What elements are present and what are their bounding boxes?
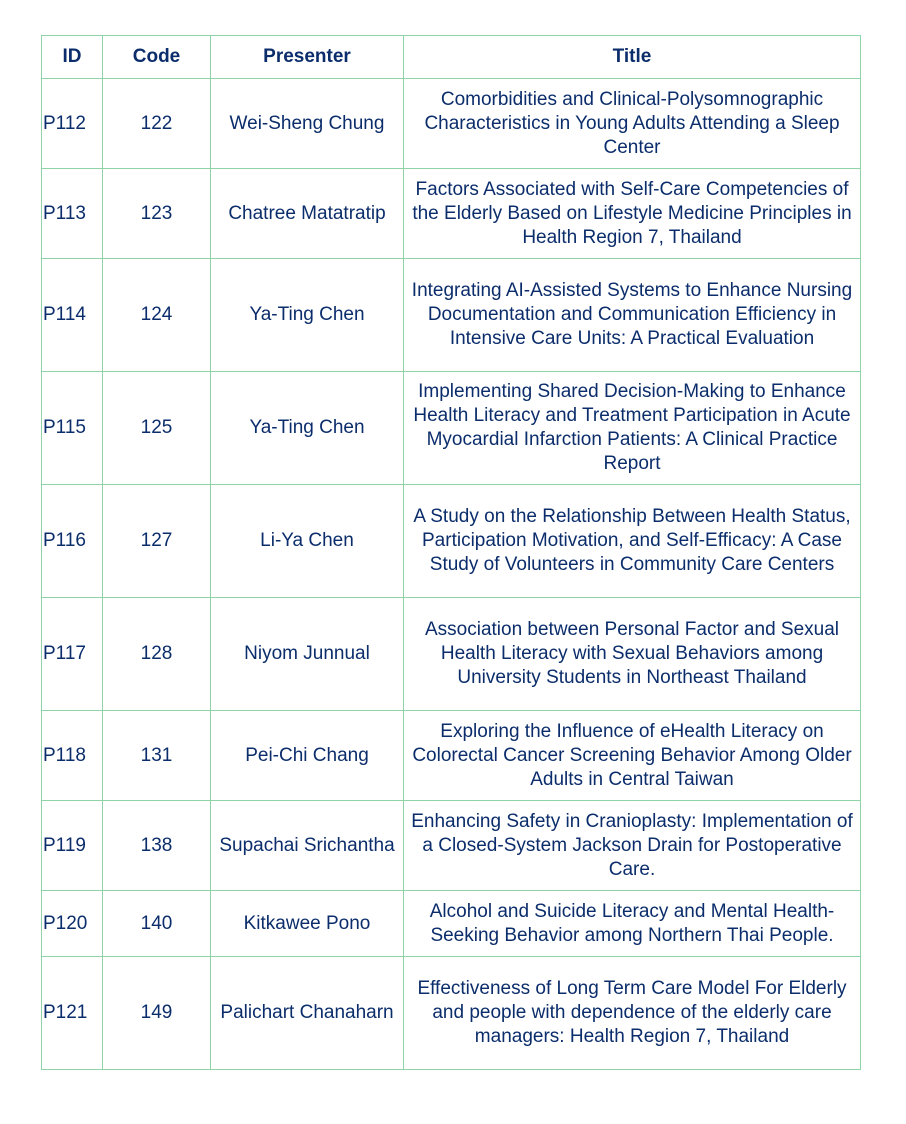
cell-id: P117 bbox=[42, 598, 103, 711]
table-body bbox=[42, 79, 861, 1070]
cell-id: P118 bbox=[42, 711, 103, 801]
header-title: Title bbox=[404, 36, 861, 79]
cell-code: 125 bbox=[103, 372, 211, 485]
table-row bbox=[42, 372, 861, 485]
cell-presenter: Ya-Ting Chen bbox=[211, 259, 404, 372]
table-row bbox=[42, 79, 861, 169]
cell-presenter: Wei-Sheng Chung bbox=[211, 79, 404, 169]
cell-id: P114 bbox=[42, 259, 103, 372]
cell-id: P113 bbox=[42, 169, 103, 259]
table-row bbox=[42, 891, 861, 957]
cell-id: P119 bbox=[42, 801, 103, 891]
cell-title: Effectiveness of Long Term Care Model For Elderly and people with dependence of the elderly care managers: Health Region 7, Thailand bbox=[404, 957, 861, 1070]
header-row bbox=[42, 36, 861, 79]
cell-id: P121 bbox=[42, 957, 103, 1070]
cell-code: 124 bbox=[103, 259, 211, 372]
cell-presenter: Palichart Chanaharn bbox=[211, 957, 404, 1070]
cell-presenter: Chatree Matatratip bbox=[211, 169, 404, 259]
cell-code: 123 bbox=[103, 169, 211, 259]
cell-presenter: Supachai Srichantha bbox=[211, 801, 404, 891]
cell-id: P120 bbox=[42, 891, 103, 957]
cell-presenter: Li-Ya Chen bbox=[211, 485, 404, 598]
cell-presenter: Pei-Chi Chang bbox=[211, 711, 404, 801]
cell-id: P115 bbox=[42, 372, 103, 485]
table-header bbox=[42, 36, 861, 79]
table-row bbox=[42, 485, 861, 598]
cell-presenter: Niyom Junnual bbox=[211, 598, 404, 711]
cell-code: 131 bbox=[103, 711, 211, 801]
cell-code: 122 bbox=[103, 79, 211, 169]
cell-title: Exploring the Influence of eHealth Literacy on Colorectal Cancer Screening Behavior Among Older Adults in Central Taiwan bbox=[404, 711, 861, 801]
cell-title: Alcohol and Suicide Literacy and Mental Health-Seeking Behavior among Northern Thai People. bbox=[404, 891, 861, 957]
cell-title: Implementing Shared Decision-Making to Enhance Health Literacy and Treatment Participation in Acute Myocardial Infarction Patients: A Clinical Practice Report bbox=[404, 372, 861, 485]
cell-code: 128 bbox=[103, 598, 211, 711]
cell-id: P112 bbox=[42, 79, 103, 169]
cell-code: 149 bbox=[103, 957, 211, 1070]
cell-title: Factors Associated with Self-Care Competencies of the Elderly Based on Lifestyle Medicine Principles in Health Region 7, Thailand bbox=[404, 169, 861, 259]
cell-presenter: Kitkawee Pono bbox=[211, 891, 404, 957]
header-presenter: Presenter bbox=[211, 36, 404, 79]
cell-code: 127 bbox=[103, 485, 211, 598]
table-row bbox=[42, 801, 861, 891]
presentation-schedule-table bbox=[41, 35, 861, 1070]
cell-code: 138 bbox=[103, 801, 211, 891]
cell-presenter: Ya-Ting Chen bbox=[211, 372, 404, 485]
header-id: ID bbox=[42, 36, 103, 79]
cell-id: P116 bbox=[42, 485, 103, 598]
cell-title: Integrating AI-Assisted Systems to Enhance Nursing Documentation and Communication Efficiency in Intensive Care Units: A Practical Evaluation bbox=[404, 259, 861, 372]
table-row bbox=[42, 957, 861, 1070]
cell-title: Comorbidities and Clinical-Polysomnographic Characteristics in Young Adults Attending a Sleep Center bbox=[404, 79, 861, 169]
table-row bbox=[42, 598, 861, 711]
cell-code: 140 bbox=[103, 891, 211, 957]
table-row bbox=[42, 259, 861, 372]
cell-title: Association between Personal Factor and Sexual Health Literacy with Sexual Behaviors among University Students in Northeast Thailand bbox=[404, 598, 861, 711]
cell-title: Enhancing Safety in Cranioplasty: Implementation of a Closed-System Jackson Drain for Postoperative Care. bbox=[404, 801, 861, 891]
table-row bbox=[42, 711, 861, 801]
header-code: Code bbox=[103, 36, 211, 79]
cell-title: A Study on the Relationship Between Health Status, Participation Motivation, and Self-Efficacy: A Case Study of Volunteers in Community Care Centers bbox=[404, 485, 861, 598]
table-row bbox=[42, 169, 861, 259]
